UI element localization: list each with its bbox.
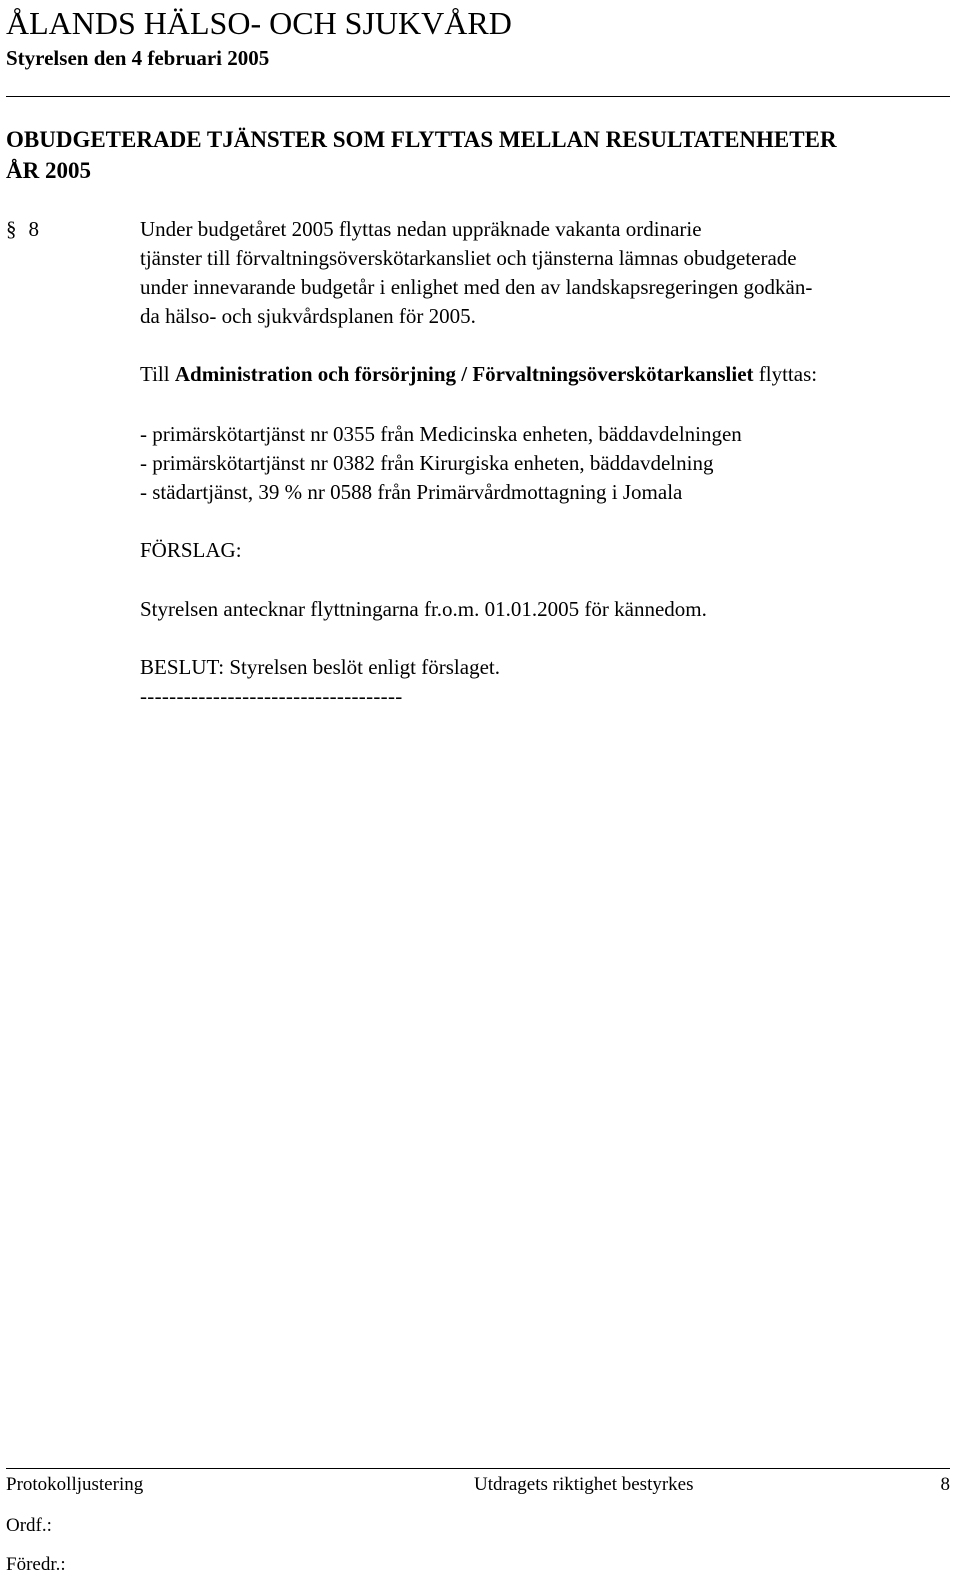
footer-minutes-check: Protokolljustering <box>6 1474 144 1495</box>
section-heading-line-2: ÅR 2005 <box>6 158 91 183</box>
proposal-label: FÖRSLAG: <box>140 538 242 562</box>
page-number: 8 <box>940 1474 950 1495</box>
end-separator: ------------------------------------ <box>140 684 403 708</box>
list-item: - primärskötartjänst nr 0382 från Kirurgiska enheten, bäddavdelning <box>140 451 714 475</box>
destination-prefix: Till <box>140 362 175 386</box>
intro-line: Under budgetåret 2005 flyttas nedan uppräknade vakanta ordinarie <box>140 217 702 241</box>
intro-paragraph <box>140 215 955 331</box>
list-item: - städartjänst, 39 % nr 0588 från Primärvårdmottagning i Jomala <box>140 480 683 504</box>
header-divider <box>6 96 950 97</box>
organization-title: ÅLANDS HÄLSO- OCH SJUKVÅRD <box>6 5 512 41</box>
destination-suffix: flyttas: <box>753 362 818 386</box>
section-symbol-icon: § <box>6 217 17 241</box>
paragraph-number-value: 8 <box>28 217 39 241</box>
meeting-date: Styrelsen den 4 februari 2005 <box>6 46 270 70</box>
decision-text: BESLUT: Styrelsen beslöt enligt förslaget. <box>140 655 500 679</box>
chair-label: Ordf.: <box>6 1515 52 1536</box>
intro-line: tjänster till förvaltningsöverskötarkansliet och tjänsterna lämnas obudgeterade <box>140 246 797 270</box>
destination-line <box>140 360 817 389</box>
footer-certification: Utdragets riktighet bestyrkes <box>474 1474 694 1495</box>
presenter-label: Föredr.: <box>6 1554 66 1575</box>
section-heading <box>6 124 946 186</box>
section-heading-line-1: OBUDGETERADE TJÄNSTER SOM FLYTTAS MELLAN RESULTATENHETER <box>6 127 837 152</box>
intro-line: da hälso- och sjukvårdsplanen för 2005. <box>140 304 476 328</box>
destination-unit: Administration och försörjning / Förvaltningsöverskötarkansliet <box>174 362 754 386</box>
footer-divider <box>6 1468 950 1469</box>
proposal-text: Styrelsen antecknar flyttningarna fr.o.m. 01.01.2005 för kännedom. <box>140 597 707 621</box>
position-list <box>140 420 742 507</box>
paragraph-number <box>6 215 39 244</box>
intro-line: under innevarande budgetår i enlighet med den av landskapsregeringen godkän- <box>140 275 813 299</box>
list-item: - primärskötartjänst nr 0355 från Medicinska enheten, bäddavdelningen <box>140 422 742 446</box>
